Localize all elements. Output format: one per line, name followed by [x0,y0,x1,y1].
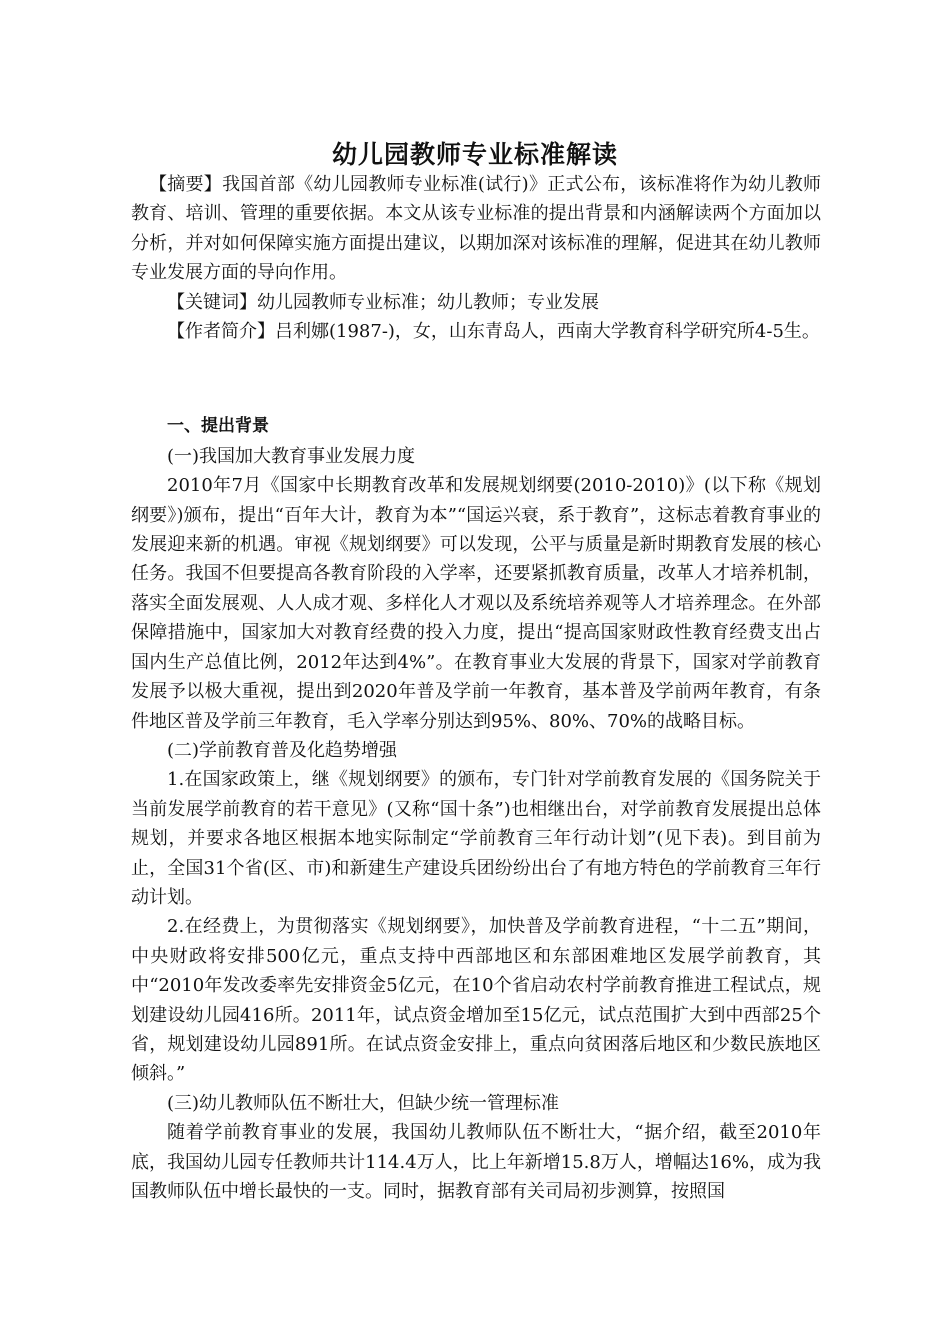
keywords-paragraph: 【关键词】幼儿园教师专业标准；幼儿教师；专业发展 [167,291,599,313]
author-paragraph: 【作者简介】吕利娜(1987-)，女，山东青岛人，西南大学教育科学研究所4-5生。 [167,321,820,343]
section-heading: 一、提出背景 [167,416,269,437]
abstract-paragraph: 【摘要】我国首部《幼儿园教师专业标准(试行)》正式公布，该标准将作为幼儿教师教育、培训、管理的重要依据。本文从该专业标准的提出背景和内涵解读两个方面加以分析，并对如何保障实施方面提出建议，以期加深对该标准的理解，促进其在幼儿教师专业发展方面的导向作用。 [131,174,821,284]
subsection-heading: (二)学前教育普及化趋势增强 [167,739,398,761]
body-paragraph: 2010年7月《国家中长期教育改革和发展规划纲要(2010-2010)》(以下称《规划纲要》)颁布，提出“百年大计，教育为本”“国运兴衰，系于教育”，这标志着教育事业的发展迎来新的机遇。审视《规划纲要》可以发现，公平与质量是新时期教育发展的核心任务。我国不但要提高各教育阶段的入学率，还要紧抓教育质量，改革人才培养机制，落实全面发展观、人人成才观、多样化人才观以及系统培养观等人才培养理念。在外部保障措施中，国家加大对教育经费的投入力度，提出“提高国家财政性教育经费支出占国内生产总值比例，2012年达到4%”。在教育事业大发展的背景下，国家对学前教育发展予以极大重视，提出到2020年普及学前一年教育，基本普及学前两年教育，有条件地区普及学前三年教育，毛入学率分别达到95%、80%、70%的战略目标。 [131,475,821,732]
section-spacer [131,346,821,412]
body-paragraph: 随着学前教育事业的发展，我国幼儿教师队伍不断壮大，“据介绍，截至2010年底，我国幼儿园专任教师共计114.4万人，比上年新增15.8万人，增幅达16%，成为我国教师队伍中增长最快的一支。同时，据教育部有关司局初步测算，按照国 [131,1122,821,1202]
subsection-heading: (一)我国加大教育事业发展力度 [167,445,416,467]
document-body [131,170,821,1206]
document-title: 幼儿园教师专业标准解读 [331,140,618,169]
body-paragraph: 1.在国家政策上，继《规划纲要》的颁布，专门针对学前教育发展的《国务院关于当前发展学前教育的若干意见》(又称“国十条”)也相继出台，对学前教育发展提出总体规划，并要求各地区根据本地实际制定“学前教育三年行动计划”(见下表)。到目前为止，全国31个省(区、市)和新建生产建设兵团纷纷出台了有地方特色的学前教育三年行动计划。 [131,769,821,908]
body-paragraph: 2.在经费上，为贯彻落实《规划纲要》，加快普及学前教育进程，“十二五”期间，中央财政将安排500亿元，重点支持中西部地区和东部困难地区发展学前教育，其中“2010年发改委率先安排资金5亿元，在10个省启动农村学前教育推进工程试点，规划建设幼儿园416所。2011年，试点资金增加至15亿元，试点范围扩大到中西部25个省，规划建设幼儿园891所。在试点资金安排上，重点向贫困落后地区和少数民族地区倾斜。” [131,916,821,1085]
subsection-heading: (三)幼儿教师队伍不断壮大，但缺少统一管理标准 [167,1092,560,1114]
